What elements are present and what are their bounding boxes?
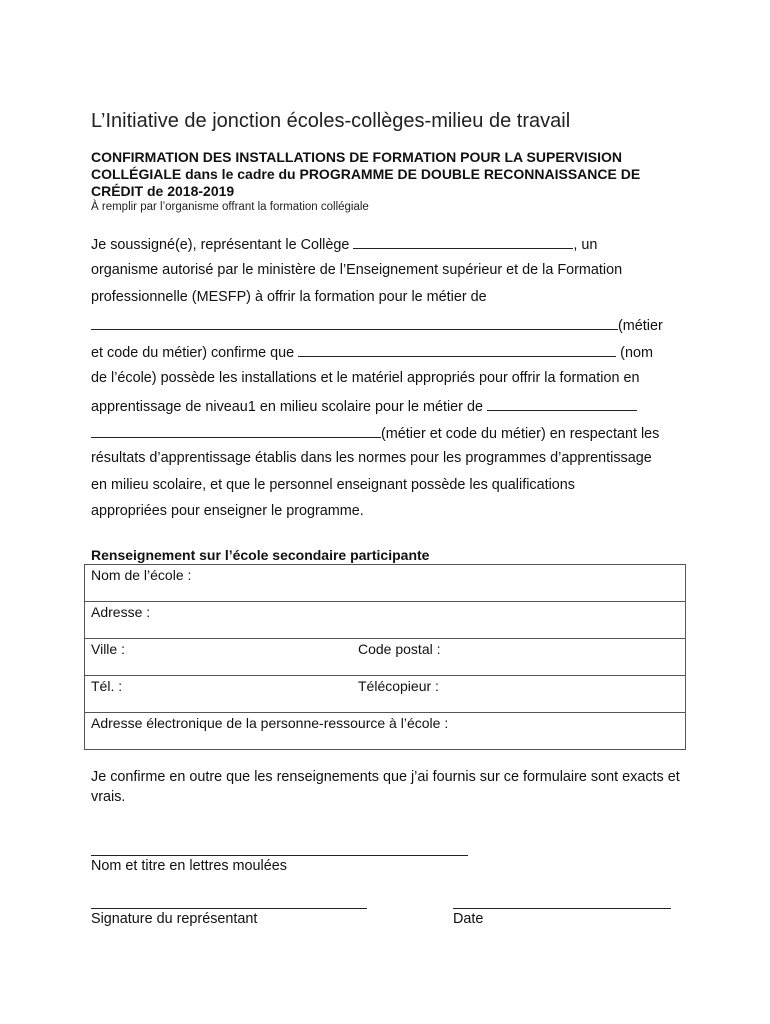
college-blank[interactable] xyxy=(353,234,573,249)
trade-blank-2[interactable] xyxy=(487,396,637,411)
table-row xyxy=(85,676,686,713)
paragraph-text: (métier xyxy=(618,318,663,334)
fax-field[interactable]: Télécopieur : xyxy=(352,676,686,713)
paragraph-line-2: organisme autorisé par le ministère de l’Enseignement supérieur et de la Formation xyxy=(91,262,623,278)
paragraph-line-6: de l’école) possède les installations et le matériel appropriés pour offrir la formation en xyxy=(91,370,640,386)
signature-line[interactable] xyxy=(91,908,367,909)
school-info-table xyxy=(84,564,686,750)
name-title-label: Nom et titre en lettres moulées xyxy=(91,858,287,874)
city-field[interactable]: Ville : xyxy=(85,639,353,676)
form-heading: CONFIRMATION DES INSTALLATIONS DE FORMATION POUR LA SUPERVISION COLLÉGIALE dans le cadre du PROGRAMME DE DOUBLE RECONNAISSANCE DE CRÉDIT de 2018-2019 xyxy=(91,149,641,199)
paragraph-line-11: appropriées pour enseigner le programme. xyxy=(91,503,364,519)
signature-label: Signature du représentant xyxy=(91,911,258,927)
paragraph-text: apprentissage de niveau1 en milieu scolaire pour le métier de xyxy=(91,399,487,415)
paragraph-line-1 xyxy=(91,234,597,253)
paragraph-line-8 xyxy=(91,423,659,442)
confirmation-statement: Je confirme en outre que les renseignements que j’ai fournis sur ce formulaire sont exacts et vrais. xyxy=(91,769,680,805)
school-name-blank[interactable] xyxy=(298,342,616,357)
paragraph-line-9: résultats d’apprentissage établis dans les normes pour les programmes d’apprentissage xyxy=(91,450,652,466)
table-row xyxy=(85,713,686,750)
email-field[interactable]: Adresse électronique de la personne-ressource à l’école : xyxy=(85,713,686,750)
postal-code-field[interactable]: Code postal : xyxy=(352,639,686,676)
date-line[interactable] xyxy=(453,908,671,909)
trade-blank-3[interactable] xyxy=(91,423,381,438)
paragraph-text: (métier et code du métier) en respectant les xyxy=(381,426,660,442)
paragraph-line-4 xyxy=(91,315,663,334)
name-title-line[interactable] xyxy=(91,855,468,856)
phone-field[interactable]: Tél. : xyxy=(85,676,353,713)
school-name-field[interactable]: Nom de l’école : xyxy=(85,565,686,602)
paragraph-line-5 xyxy=(91,342,653,361)
paragraph-line-7 xyxy=(91,396,637,415)
form-subnote: À remplir par l’organisme offrant la formation collégiale xyxy=(91,201,369,213)
paragraph-text: et code du métier) confirme que xyxy=(91,345,299,361)
document-title: L’Initiative de jonction écoles-collèges-milieu de travail xyxy=(91,110,571,132)
paragraph-text: Je soussigné(e), représentant le Collège xyxy=(91,237,354,253)
date-label: Date xyxy=(453,911,484,927)
table-row xyxy=(85,565,686,602)
paragraph-text: , un xyxy=(573,237,598,253)
table-row xyxy=(85,639,686,676)
table-row xyxy=(85,602,686,639)
paragraph-line-10: en milieu scolaire, et que le personnel enseignant possède les qualifications xyxy=(91,477,575,493)
trade-blank[interactable] xyxy=(91,315,618,330)
paragraph-line-3: professionnelle (MESFP) à offrir la formation pour le métier de xyxy=(91,289,487,305)
section-title: Renseignement sur l’école secondaire participante xyxy=(91,547,430,563)
paragraph-text: (nom xyxy=(616,345,653,361)
address-field[interactable]: Adresse : xyxy=(85,602,686,639)
